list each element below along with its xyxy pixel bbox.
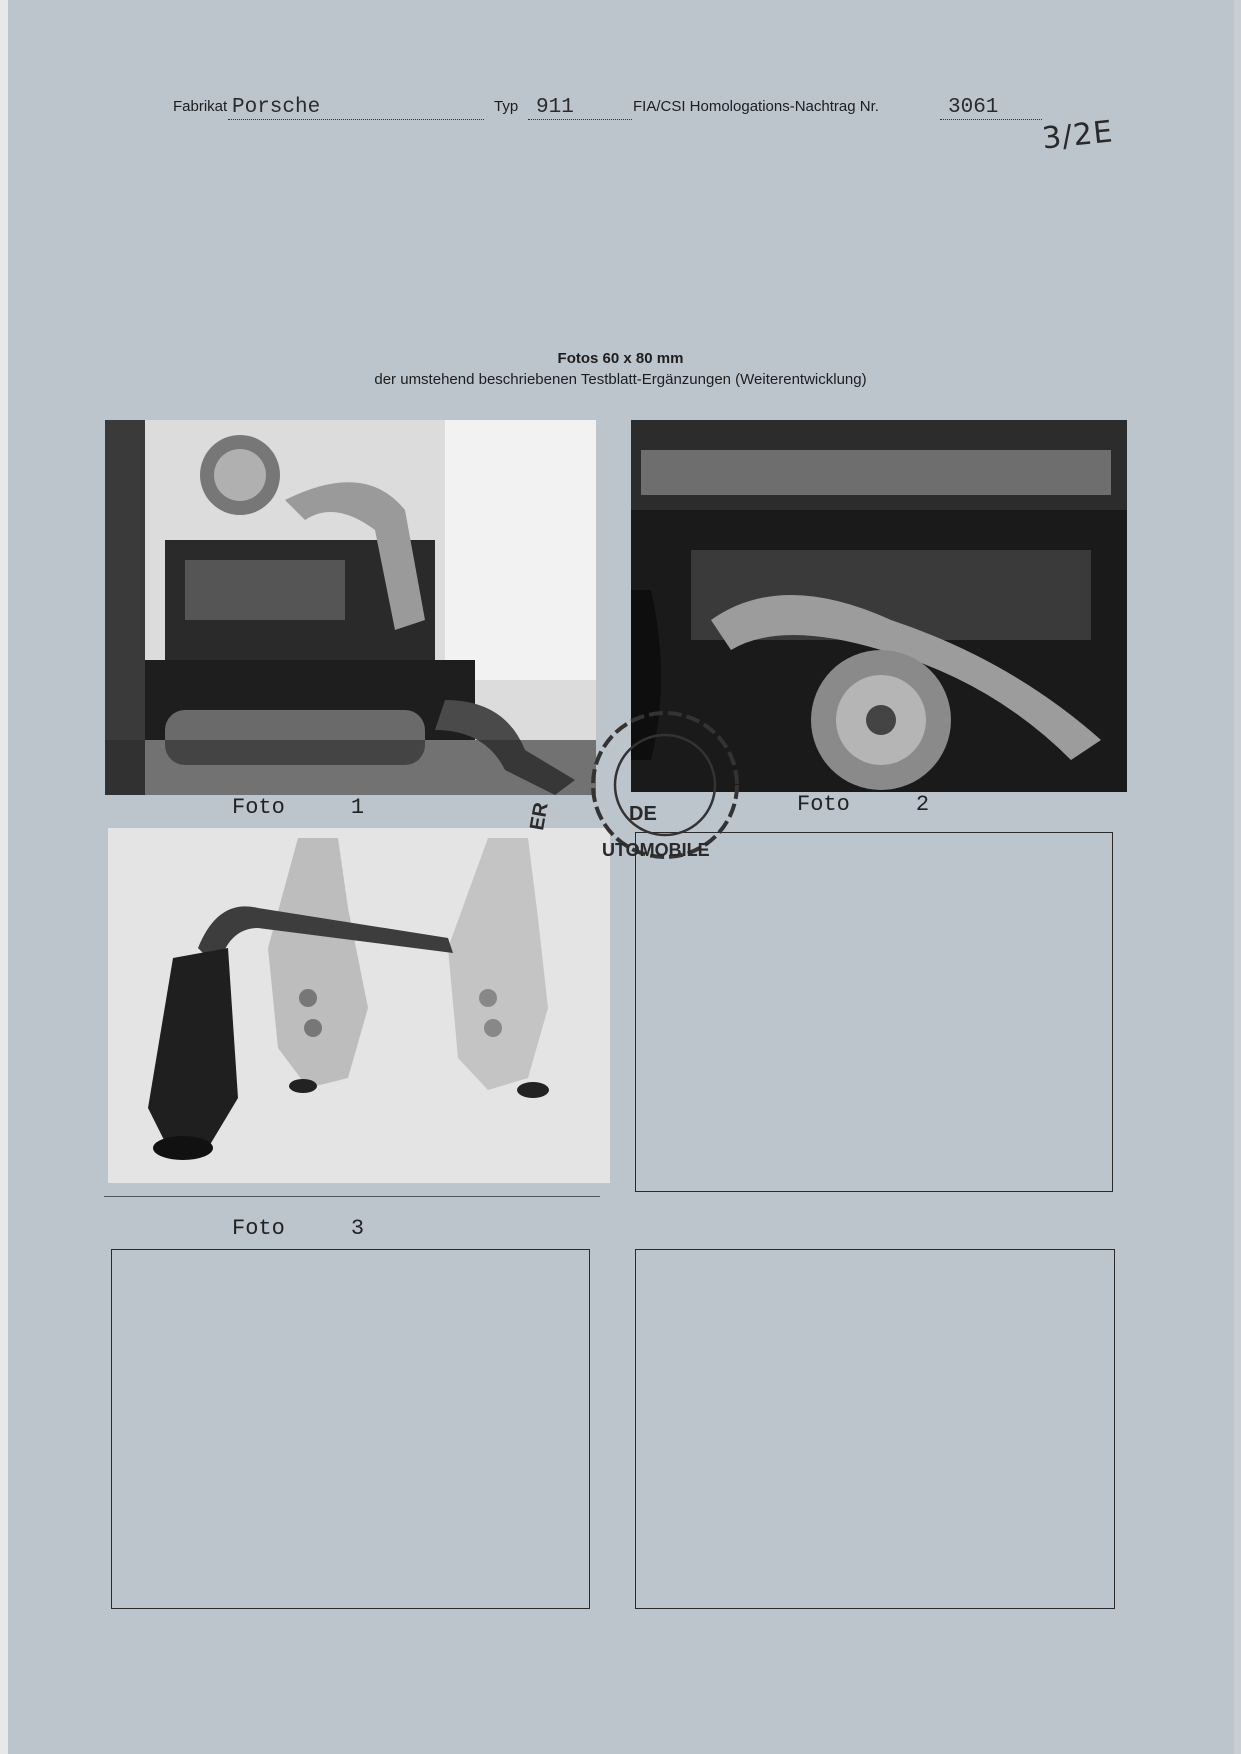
sheet-edge <box>0 0 8 1754</box>
nachtrag-dotline <box>940 119 1042 120</box>
fabrikat-label: Fabrikat <box>173 98 228 115</box>
stamp-text-left: ER <box>526 800 553 833</box>
exhaust-manifold-photo-icon <box>108 828 610 1183</box>
foto-1-label: Foto 1 <box>232 795 365 820</box>
engine-side-photo-icon <box>105 420 596 795</box>
empty-photo-frame-4 <box>635 832 1113 1192</box>
divider-line <box>104 1196 600 1197</box>
fabrikat-dotline <box>228 119 484 120</box>
nachtrag-value: 3061 <box>948 96 999 119</box>
caption-title: Fotos 60 x 80 mm <box>557 350 684 367</box>
fabrikat-value: Porsche <box>232 96 321 119</box>
empty-photo-frame-6 <box>635 1249 1115 1609</box>
photo-3 <box>108 828 610 1183</box>
empty-photo-frame-5 <box>111 1249 590 1609</box>
caption-subtitle: der umstehend beschriebenen Testblatt-Ergänzungen (Weiterentwicklung) <box>374 371 867 388</box>
foto-2-label: Foto 2 <box>797 792 930 817</box>
photo-1 <box>105 420 596 795</box>
typ-value: 911 <box>536 96 574 119</box>
typ-label: Typ <box>494 98 519 115</box>
foto-3-label: Foto 3 <box>232 1216 365 1241</box>
typ-dotline <box>528 119 632 120</box>
handwritten-annotation: 3/2E <box>1040 114 1115 157</box>
stamp-seal-icon <box>590 700 750 860</box>
stamp-text-top: DE <box>629 803 657 825</box>
official-stamp <box>590 700 750 860</box>
nachtrag-label: FIA/CSI Homologations-Nachtrag Nr. <box>633 98 879 115</box>
stamp-text-mid: UTOMOBILE <box>602 840 710 860</box>
